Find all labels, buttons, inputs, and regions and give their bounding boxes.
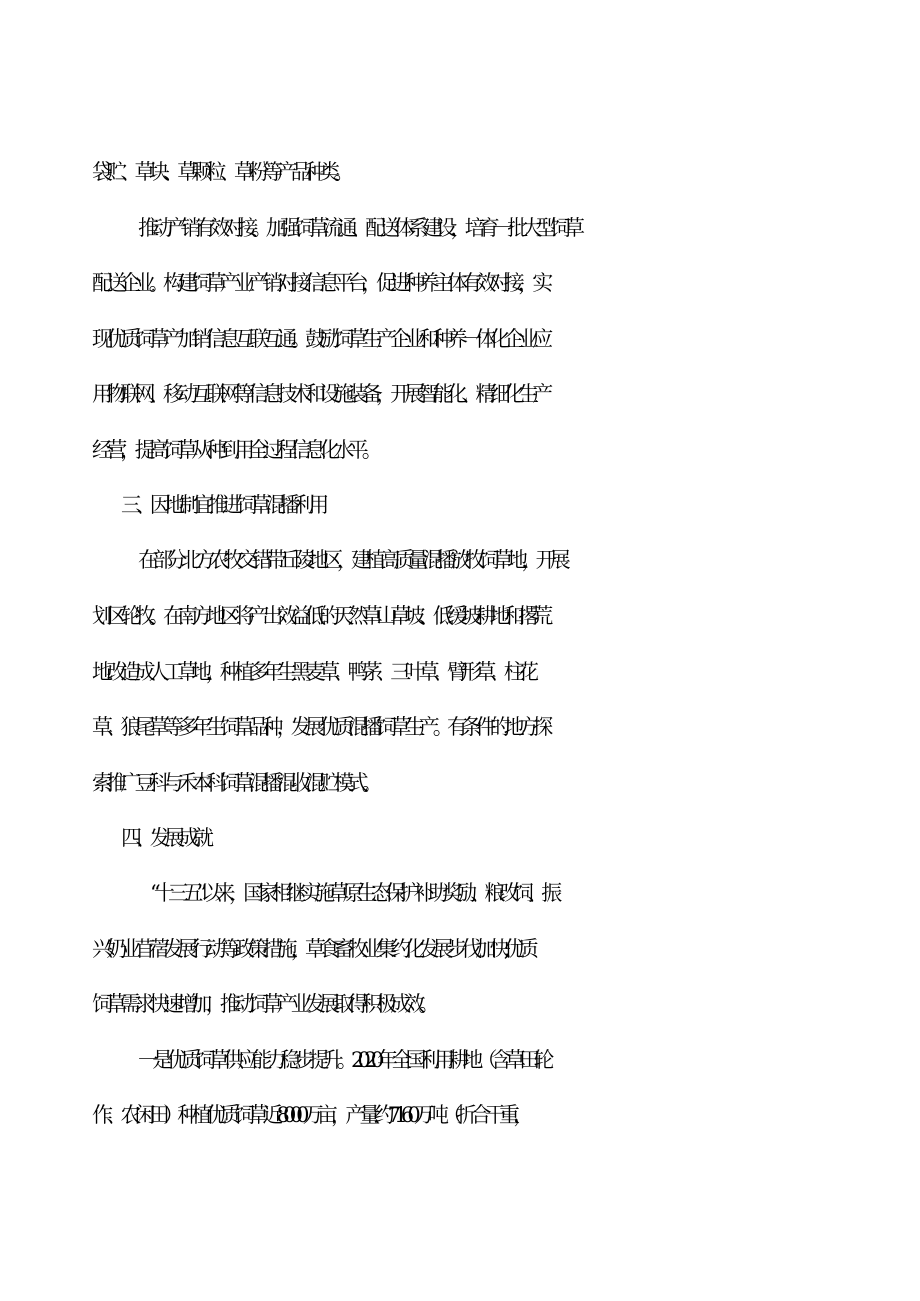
paragraph-line: 经营，提高饲草从种到用全过程信息化水平。 xyxy=(92,438,376,462)
paragraph-line: 索推广豆科与禾本科饲草混播混收混贮模式。 xyxy=(92,771,376,795)
section-heading: 三、因地制宜推进饲草混播利用 xyxy=(121,493,323,517)
paragraph-line: 作、农闲田）种植优质饲草近 8000 万亩，产量约 7160 万吨（折合干重， xyxy=(92,1103,528,1127)
paragraph-line: 划区轮牧。在南方地区将产出效益低的天然草山草坡、低缓坡耕地和撂荒 xyxy=(92,604,547,628)
paragraph-line: 推动产销有效对接。加强饲草流通、配送体系建设，培育一批大型饲草 xyxy=(138,216,579,240)
paragraph-line: 在部分北方农牧交错带丘陵地区，建植高质量混播放牧饲草地，开展 xyxy=(138,548,564,572)
paragraph-line: 用物联网、移动互联网等信息技术和设施装备，开展智能化、精细化生产 xyxy=(92,382,547,406)
paragraph-line: 地改造成人工草地，种植多年生黑麦草、鸭茅、三叶草、臂形草、柱花 xyxy=(92,660,533,684)
paragraph-line: 兴奶业苜蓿发展行动等政策措施，草食畜牧业集约化发展步伐加快,优质 xyxy=(92,937,533,961)
section-heading: 四、发展成就 xyxy=(121,826,208,850)
paragraph-line: 配送企业。构建饲草产业产销对接信息平台，促进种养主体有效对接，实 xyxy=(92,271,547,295)
paragraph-line: “十三五”以来，国家相继实施草原生态保护补助奖励、粮改饲、振 xyxy=(150,881,556,905)
paragraph-line: 现优质饲草产加销信息互联互通。鼓励饲草生产企业和种养一体化企业应 xyxy=(92,327,547,351)
paragraph-line: 袋贮、草块、草颗粒、草粉等产品种类。 xyxy=(92,160,348,184)
paragraph-line: 一是优质饲草供应能力稳步提升。2020 年全国利用耕地（含草田轮 xyxy=(138,1048,548,1072)
paragraph-line: 饲草需求快速增加，推动饲草产业发展取得积极成效。 xyxy=(92,992,433,1016)
paragraph-line: 草、狼尾草等多年生饲草品种，发展优质混播饲草生产。有条件的地方探 xyxy=(92,715,547,739)
